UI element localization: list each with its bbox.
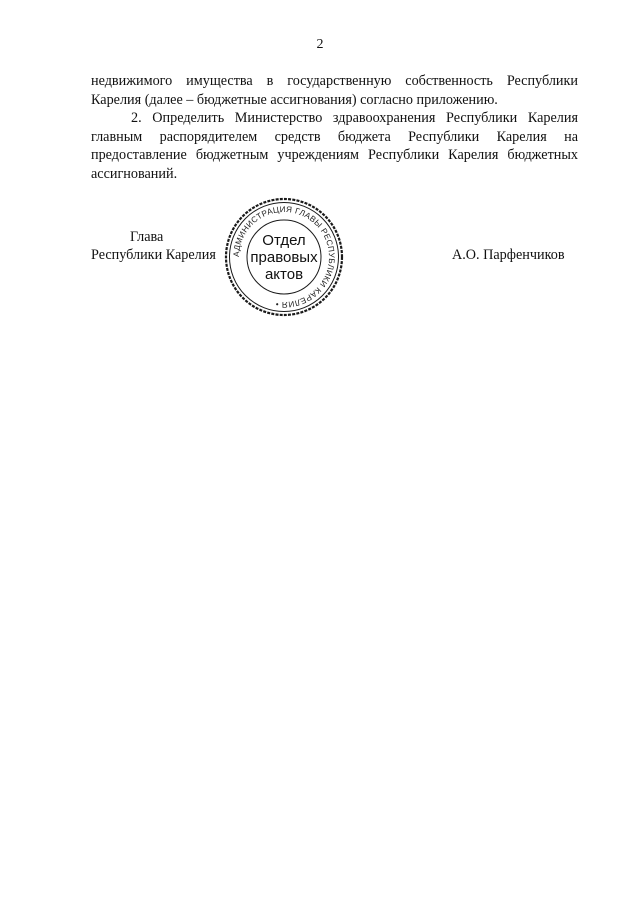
signatory-name: А.О. Парфенчиков xyxy=(452,247,565,263)
signatory-region: Республики Карелия xyxy=(91,247,216,263)
official-stamp xyxy=(222,195,346,319)
page-number: 2 xyxy=(316,37,324,52)
stamp-center-line-3: актов xyxy=(264,266,304,283)
body-paragraph-continuation: недвижимого имущества в государственную собственность Республики Карелия (далее – бюджетные ассигнования) согласно приложению. xyxy=(91,73,578,108)
body-paragraph-item-2: 2. Определить Министерство здравоохранения Республики Карелия главным распорядителем средств бюджета Республики Карелия на предоставление бюджетным учреждениям Республики Карелия бюджетных ассигнований. xyxy=(91,110,578,182)
document-body xyxy=(91,72,578,183)
stamp-seal-graphic xyxy=(222,195,346,319)
stamp-center-line-2: правовых xyxy=(250,249,318,266)
stamp-center-line-1: Отдел xyxy=(262,232,306,249)
signatory-title: Глава xyxy=(130,229,164,245)
stamp-ring-text: АДМИНИСТРАЦИЯ ГЛАВЫ РЕСПУБЛИКИ КАРЕЛИЯ • xyxy=(231,204,337,310)
